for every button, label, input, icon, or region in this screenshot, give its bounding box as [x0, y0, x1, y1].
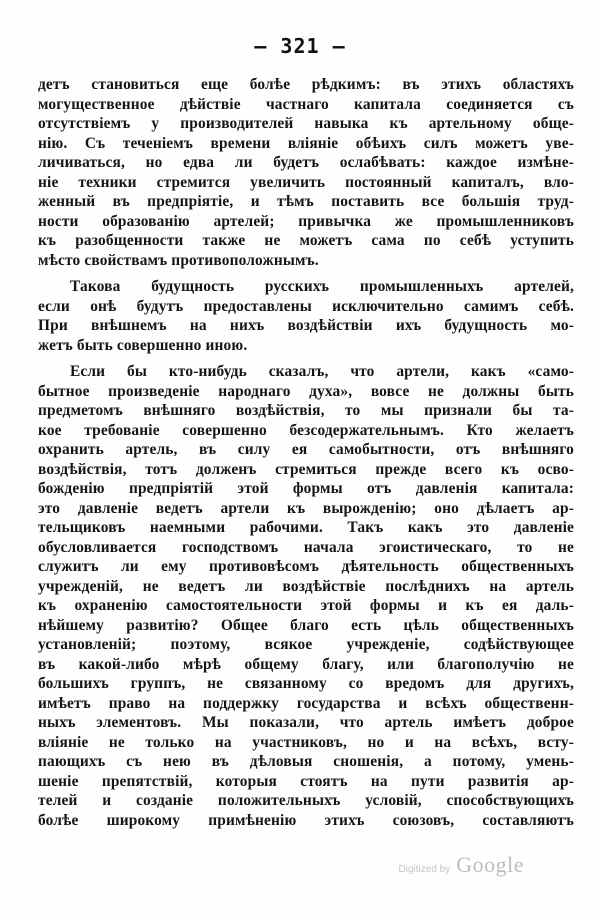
- text-line: къ разобщенности также не можетъ сама по себѣ уступить: [38, 232, 574, 249]
- text-line: Такова будущность русскихъ промышленныхъ артелей,: [70, 278, 574, 295]
- text-line: ности образованію артелей; привычка же промышленниковъ: [38, 212, 574, 230]
- body-text: [38, 75, 574, 830]
- google-logo: Google: [456, 852, 524, 877]
- text-line: установленій; поэтому, всякое учрежденіе, содѣйствующее: [38, 636, 574, 653]
- text-line: кое требованіе совершенно безсодержательнымъ. Кто желаетъ: [38, 421, 574, 439]
- page-number: — 321 —: [254, 34, 346, 58]
- text-line: обусловливается господствомъ начала эгоистическаго, то не: [38, 538, 574, 556]
- text-line: детъ становиться еще болѣе рѣдкимъ: въ этихъ областяхъ: [38, 76, 574, 93]
- text-line: это давленіе ведетъ артели къ вырожденію; оно дѣлаетъ ар-: [38, 499, 574, 517]
- text-line: тельщиковъ наемными рабочими. Такъ какъ это давленіе: [38, 519, 574, 536]
- text-line: пающихъ съ нею въ дѣловыя сношенія, а потому, умень-: [38, 753, 574, 770]
- watermark-prefix: Digitized by: [398, 864, 451, 875]
- text-line: предметомъ внѣшняго воздѣйствія, то мы признали бы та-: [38, 402, 574, 419]
- text-line: могущественное дѣйствіе частнаго капитала соединяется съ: [38, 95, 574, 113]
- text-line: нѣйшему развитію? Общее благо есть цѣль общественныхъ: [38, 616, 574, 634]
- paragraph-1: [38, 75, 574, 270]
- text-line: мѣсто свойствамъ противоположнымъ.: [38, 251, 319, 269]
- text-line: большихъ группъ, не связанному со вредомъ для другихъ,: [38, 675, 574, 692]
- text-line: охранить артель, въ силу ея самобытности, отъ внѣшняго: [38, 441, 574, 458]
- text-line: телей и созданіе положительныхъ условій, способствующихъ: [38, 792, 574, 809]
- paragraph-2: [38, 277, 574, 355]
- text-line: учрежденій, не ведетъ ли воздѣйствіе послѣднихъ на артель: [38, 577, 574, 595]
- text-line: болѣе широкому примѣненію этихъ союзовъ, составляютъ: [38, 811, 574, 829]
- text-line: въ какой-либо мѣрѣ общему благу, или благополучію не: [38, 655, 574, 673]
- google-watermark: [399, 852, 524, 878]
- text-line: вліяніе не только на участниковъ, но и на всѣхъ, всту-: [38, 733, 574, 751]
- text-line: ныхъ элементовъ. Мы показали, что артель имѣетъ доброе: [38, 714, 574, 731]
- text-line: имѣетъ право на поддержку государства и всѣхъ общественн-: [38, 694, 574, 712]
- text-line: шеніе препятствій, которыя стоятъ на пути развитія ар-: [38, 772, 574, 790]
- text-line: Если бы кто-нибудь сказалъ, что артели, какъ «само-: [70, 363, 574, 380]
- text-line: При внѣшнемъ на нихъ воздѣйствіи ихъ будущность мо-: [38, 317, 574, 334]
- text-line: женный въ предпріятіе, и тѣмъ поставить все большія труд-: [38, 193, 574, 210]
- text-line: служитъ ли ему противовѣсомъ дѣятельность общественныхъ: [38, 558, 574, 575]
- text-line: божденію предпріятій этой формы отъ давленія капитала:: [38, 480, 574, 497]
- text-line: бытное произведеніе народнаго духа», вовсе не должны быть: [38, 382, 574, 400]
- paragraph-3: [38, 362, 574, 830]
- text-line: нію. Съ теченіемъ времени вліяніе обѣихъ силъ можетъ уве-: [38, 134, 574, 152]
- text-line: жетъ быть совершенно иною.: [38, 336, 248, 354]
- text-line: къ охраненію самостоятельности этой формы и къ ея даль-: [38, 597, 574, 614]
- text-line: отсутствіемъ у производителей навыка къ артельному обще-: [38, 115, 574, 132]
- text-line: личиваться, но едва ли будетъ ослабѣвать: каждое измѣне-: [38, 154, 574, 171]
- text-line: если онѣ будутъ предоставлены исключительно самимъ себѣ.: [38, 297, 574, 315]
- text-line: ніе техники стремится увеличить постоянный капиталъ, вло-: [38, 173, 574, 191]
- text-line: воздѣйствія, тотъ долженъ стремиться прежде всего къ осво-: [38, 460, 574, 478]
